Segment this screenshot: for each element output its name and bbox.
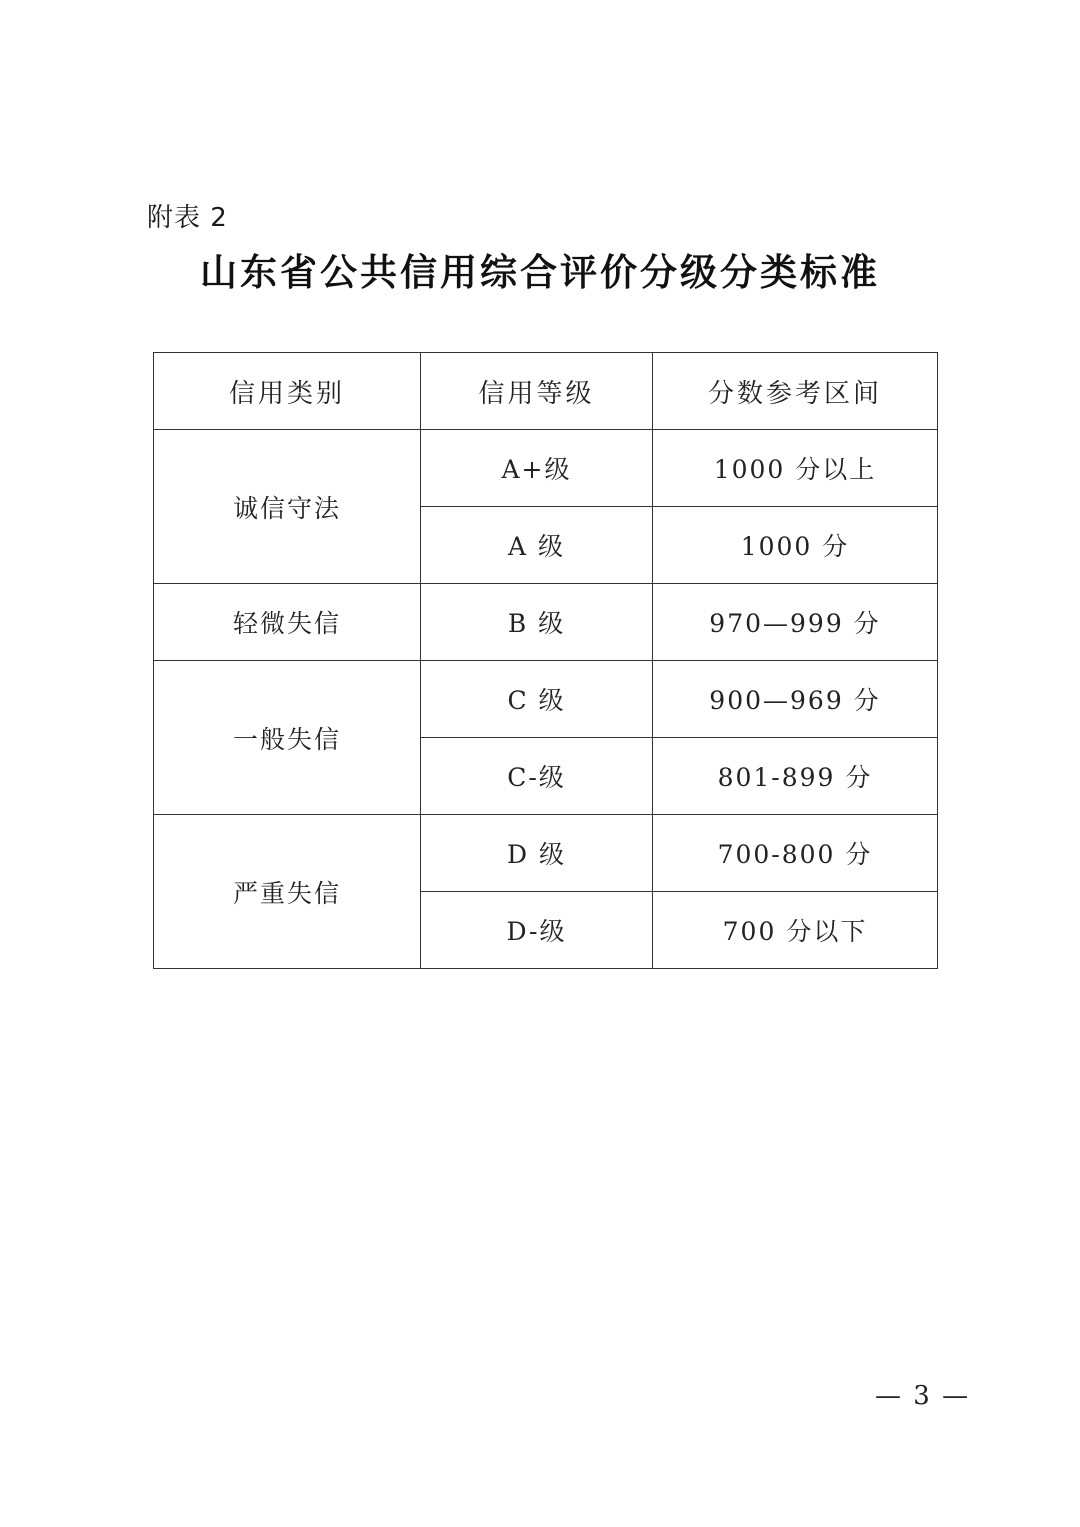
- score-range-cell: 970—999 分: [653, 584, 938, 661]
- document-title: 山东省公共信用综合评价分级分类标准: [200, 251, 880, 294]
- table-row: [154, 815, 938, 892]
- category-cell: 诚信守法: [154, 430, 421, 584]
- category-cell: 轻微失信: [154, 584, 421, 661]
- table-row: [154, 584, 938, 661]
- table-row: [154, 430, 938, 507]
- header-credit-grade: 信用等级: [421, 353, 653, 430]
- score-range-cell: 1000 分以上: [653, 430, 938, 507]
- header-credit-category: 信用类别: [154, 353, 421, 430]
- grade-cell: A+级: [421, 430, 653, 507]
- annex-label: 附表 2: [147, 203, 228, 233]
- score-range-cell: 900—969 分: [653, 661, 938, 738]
- score-range-cell: 700 分以下: [653, 892, 938, 969]
- credit-grading-table: [153, 352, 938, 969]
- category-cell: 严重失信: [154, 815, 421, 969]
- score-range-cell: 801-899 分: [653, 738, 938, 815]
- grade-cell: D-级: [421, 892, 653, 969]
- grade-cell: C 级: [421, 661, 653, 738]
- grade-cell: B 级: [421, 584, 653, 661]
- category-cell: 一般失信: [154, 661, 421, 815]
- table-row: [154, 661, 938, 738]
- page-number: — 3 —: [875, 1381, 971, 1411]
- grade-cell: D 级: [421, 815, 653, 892]
- grade-cell: C-级: [421, 738, 653, 815]
- table-header-row: [154, 353, 938, 430]
- grade-cell: A 级: [421, 507, 653, 584]
- score-range-cell: 1000 分: [653, 507, 938, 584]
- header-score-range: 分数参考区间: [653, 353, 938, 430]
- score-range-cell: 700-800 分: [653, 815, 938, 892]
